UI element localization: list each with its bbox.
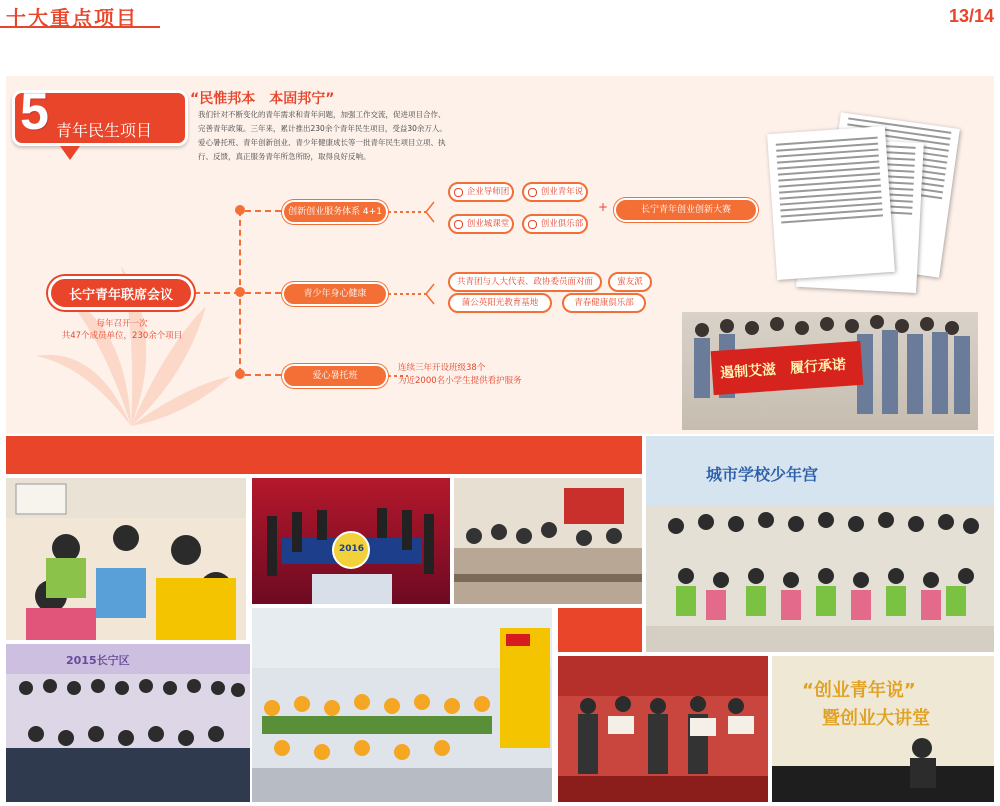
orange-band — [6, 436, 642, 474]
photo-entrepreneur-lecture — [772, 656, 994, 802]
page-header — [0, 0, 1000, 28]
pill-face-to-face: 共青团与人大代表、政协委员面对面 — [448, 272, 602, 292]
main-note-line2: 共47个成员单位，230余个项目 — [61, 331, 183, 341]
photo-2015-group — [6, 644, 250, 802]
section-number: 5 — [20, 83, 49, 141]
photo-meeting — [454, 478, 642, 604]
connector-dot — [235, 287, 245, 297]
stage-year-text: 2016 — [339, 544, 365, 554]
pill-miyou: 蜜友派 — [608, 272, 652, 292]
branch-innovation: 创新创业服务体系 4+1 — [282, 200, 388, 224]
summer-info-line1: 连续三年开设班级38个 — [398, 363, 486, 373]
pill-youth-talk: 创业青年说 — [522, 182, 588, 202]
photo-award-ceremony — [558, 656, 768, 802]
page-number: 13/14 — [948, 6, 994, 26]
lecture-subtitle-text: 暨创业大讲堂 — [822, 708, 930, 729]
pill-startup-class: 创业城课堂 — [448, 214, 514, 234]
plus-sign: + — [598, 200, 609, 214]
pill-dandelion: 蒲公英阳光教育基地 — [448, 293, 552, 313]
connector-dot — [235, 369, 245, 379]
badge-tail — [60, 146, 80, 160]
page-title: 十大重点项目 — [6, 6, 138, 30]
orange-block — [558, 608, 642, 652]
pill-mentor-group: 企业导师团 — [448, 182, 514, 202]
main-note — [54, 318, 190, 342]
summer-info-line2: 为近2000名小学生提供看护服务 — [398, 376, 522, 386]
branch-summer-care: 爱心暑托班 — [282, 364, 388, 388]
arrow-icon — [386, 200, 446, 224]
document-image — [767, 126, 895, 280]
connector-branch3 — [245, 374, 281, 376]
palace-sign-text: 城市学校少年宫 — [706, 465, 819, 484]
photo-children-craft — [6, 478, 246, 640]
connector-branch2 — [245, 292, 281, 294]
photo-aids-banner-group — [682, 312, 978, 430]
arrow-icon — [386, 282, 446, 306]
contest-node: 长宁青年创业创新大赛 — [614, 198, 758, 222]
section-label: 青年民生项目 — [56, 121, 153, 140]
quote-title: “民惟邦本 本固邦宁” — [190, 91, 335, 107]
aids-banner-text: 遏制艾滋 履行承诺 — [719, 356, 847, 382]
main-note-line1: 每年召开一次 — [96, 319, 148, 329]
connector-branch1 — [245, 210, 281, 212]
intro-paragraph: 我们针对不断变化的青年需求和青年问题，加强工作交流，促进项目合作、完善青年政策。三年来，累计推出230余个青年民生项目，受益30余万人。爱心暑托班、青年创新创业、青少年健康成长等一批青年民生项目立项、执行、反馈，真正服务青年所急所盼，取得良好反响。 — [198, 110, 447, 161]
group-banner-text: 2015长宁区 — [66, 654, 130, 667]
branch-health: 青少年身心健康 — [282, 282, 388, 306]
lecture-title-text: “创业青年说” — [802, 680, 916, 701]
pill-health-club: 青春健康俱乐部 — [562, 293, 646, 313]
connector-dot — [235, 205, 245, 215]
photo-lego-kids — [252, 608, 552, 802]
photo-children-palace — [646, 436, 994, 652]
summer-info — [398, 362, 522, 388]
photo-2016-stage — [252, 478, 450, 604]
pill-startup-club: 创业俱乐部 — [522, 214, 588, 234]
main-node: 长宁青年联席会议 — [48, 276, 194, 310]
connector-main-horizontal — [194, 292, 240, 294]
